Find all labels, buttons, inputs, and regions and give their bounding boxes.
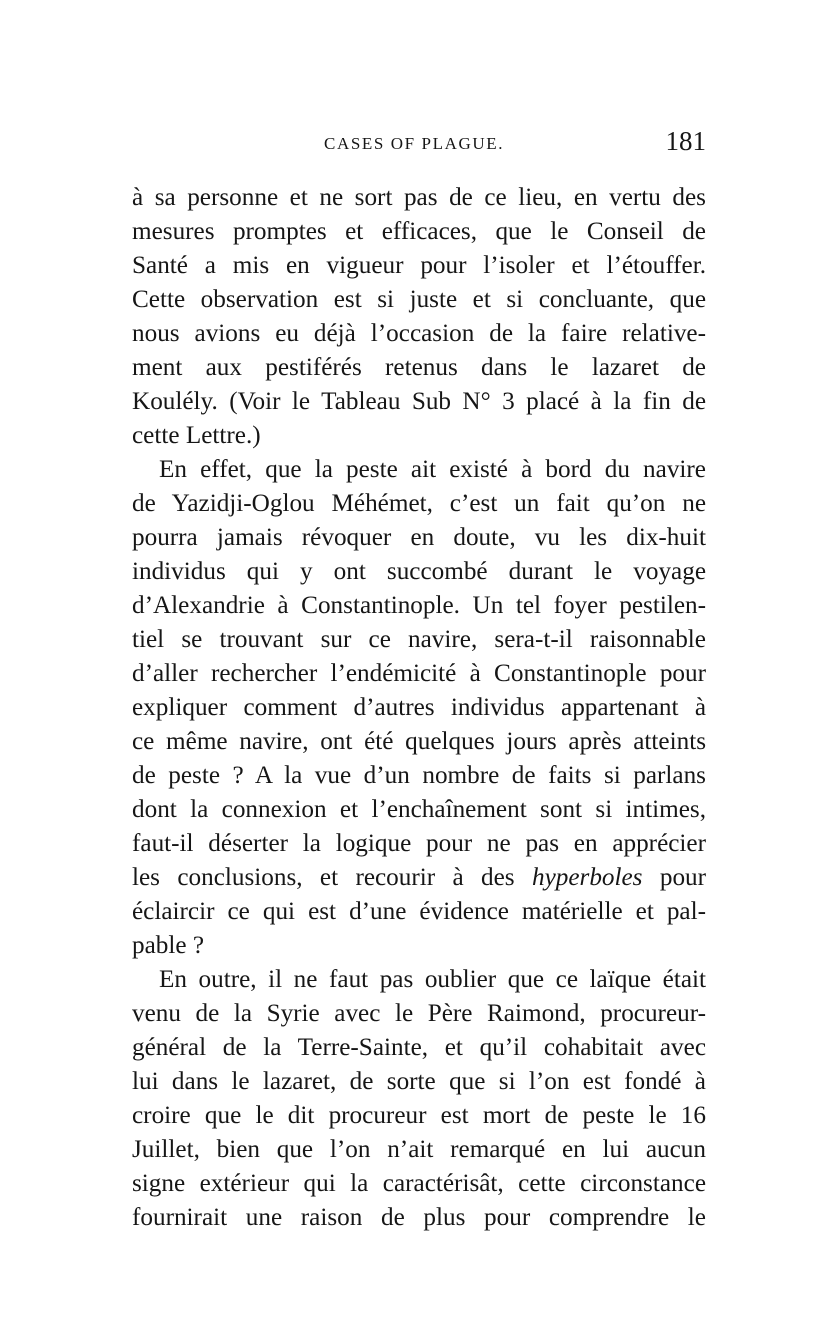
text-line: dont la connexion et l’enchaînement sont si intimes,: [132, 796, 706, 823]
text-line: de peste ? A la vue d’un nombre de faits si parlans: [132, 762, 706, 789]
page-header: [132, 126, 706, 166]
running-title: CASES OF PLAGUE.: [324, 134, 505, 153]
text-line: de Yazidji-Oglou Méhémet, c’est un fait qu’on ne: [132, 490, 706, 517]
text-line: éclaircir ce qui est d’une évidence matérielle et pal-: [132, 898, 706, 925]
italic-word: hyperboles: [531, 864, 643, 891]
text-line: nous avions eu déjà l’occasion de la faire relative-: [132, 320, 706, 347]
text-line: individus qui y ont succombé durant le voyage: [132, 558, 706, 585]
text-line: général de la Terre-Sainte, et qu’il cohabitait avec: [132, 1034, 706, 1061]
text-line: expliquer comment d’autres individus appartenant à: [132, 694, 706, 721]
text-line: d’Alexandrie à Constantinople. Un tel foyer pestilen-: [132, 592, 706, 619]
text-line: ce même navire, ont été quelques jours après atteints: [132, 728, 706, 755]
line-text: les conclusions, et recourir à des: [132, 864, 515, 891]
text-line: signe extérieur qui la caractérisât, cette circonstance: [132, 1170, 706, 1197]
paragraph-start-line: En effet, que la peste ait existé à bord du navire: [159, 456, 706, 483]
line-text: pour: [659, 864, 707, 891]
text-line: lui dans le lazaret, de sorte que si l’on est fondé à: [132, 1068, 706, 1095]
text-line: mesures promptes et efficaces, que le Conseil de: [132, 218, 706, 245]
text-line: Juillet, bien que l’on n’ait remarqué en lui aucun: [132, 1136, 706, 1163]
body-text: [132, 181, 706, 1235]
text-line: tiel se trouvant sur ce navire, sera-t-il raisonnable: [132, 626, 706, 653]
text-line: Cette observation est si juste et si concluante, que: [132, 286, 706, 313]
text-line: à sa personne et ne sort pas de ce lieu, en vertu des: [132, 184, 706, 211]
text-line: faut-il déserter la logique pour ne pas en apprécier: [132, 830, 706, 857]
text-line-with-italic: [132, 861, 706, 895]
text-line: fournirait une raison de plus pour comprendre le: [132, 1204, 706, 1231]
text-line: ment aux pestiférés retenus dans le lazaret de: [132, 354, 706, 381]
paragraph-start-line: En outre, il ne faut pas oublier que ce laïque était: [159, 966, 706, 993]
text-line: Santé a mis en vigueur pour l’isoler et l’étouffer.: [132, 252, 706, 279]
text-line: d’aller rechercher l’endémicité à Constantinople pour: [132, 660, 706, 687]
page-number: 181: [665, 126, 706, 156]
text-line: cette Lettre.): [132, 422, 261, 449]
text-line: venu de la Syrie avec le Père Raimond, procureur-: [132, 1000, 706, 1027]
text-line: pourra jamais révoquer en doute, vu les dix-huit: [132, 524, 706, 551]
text-line: Koulély. (Voir le Tableau Sub N° 3 placé à la fin de: [132, 388, 706, 415]
text-line: pable ?: [132, 932, 205, 959]
text-line: croire que le dit procureur est mort de peste le 16: [132, 1102, 706, 1129]
